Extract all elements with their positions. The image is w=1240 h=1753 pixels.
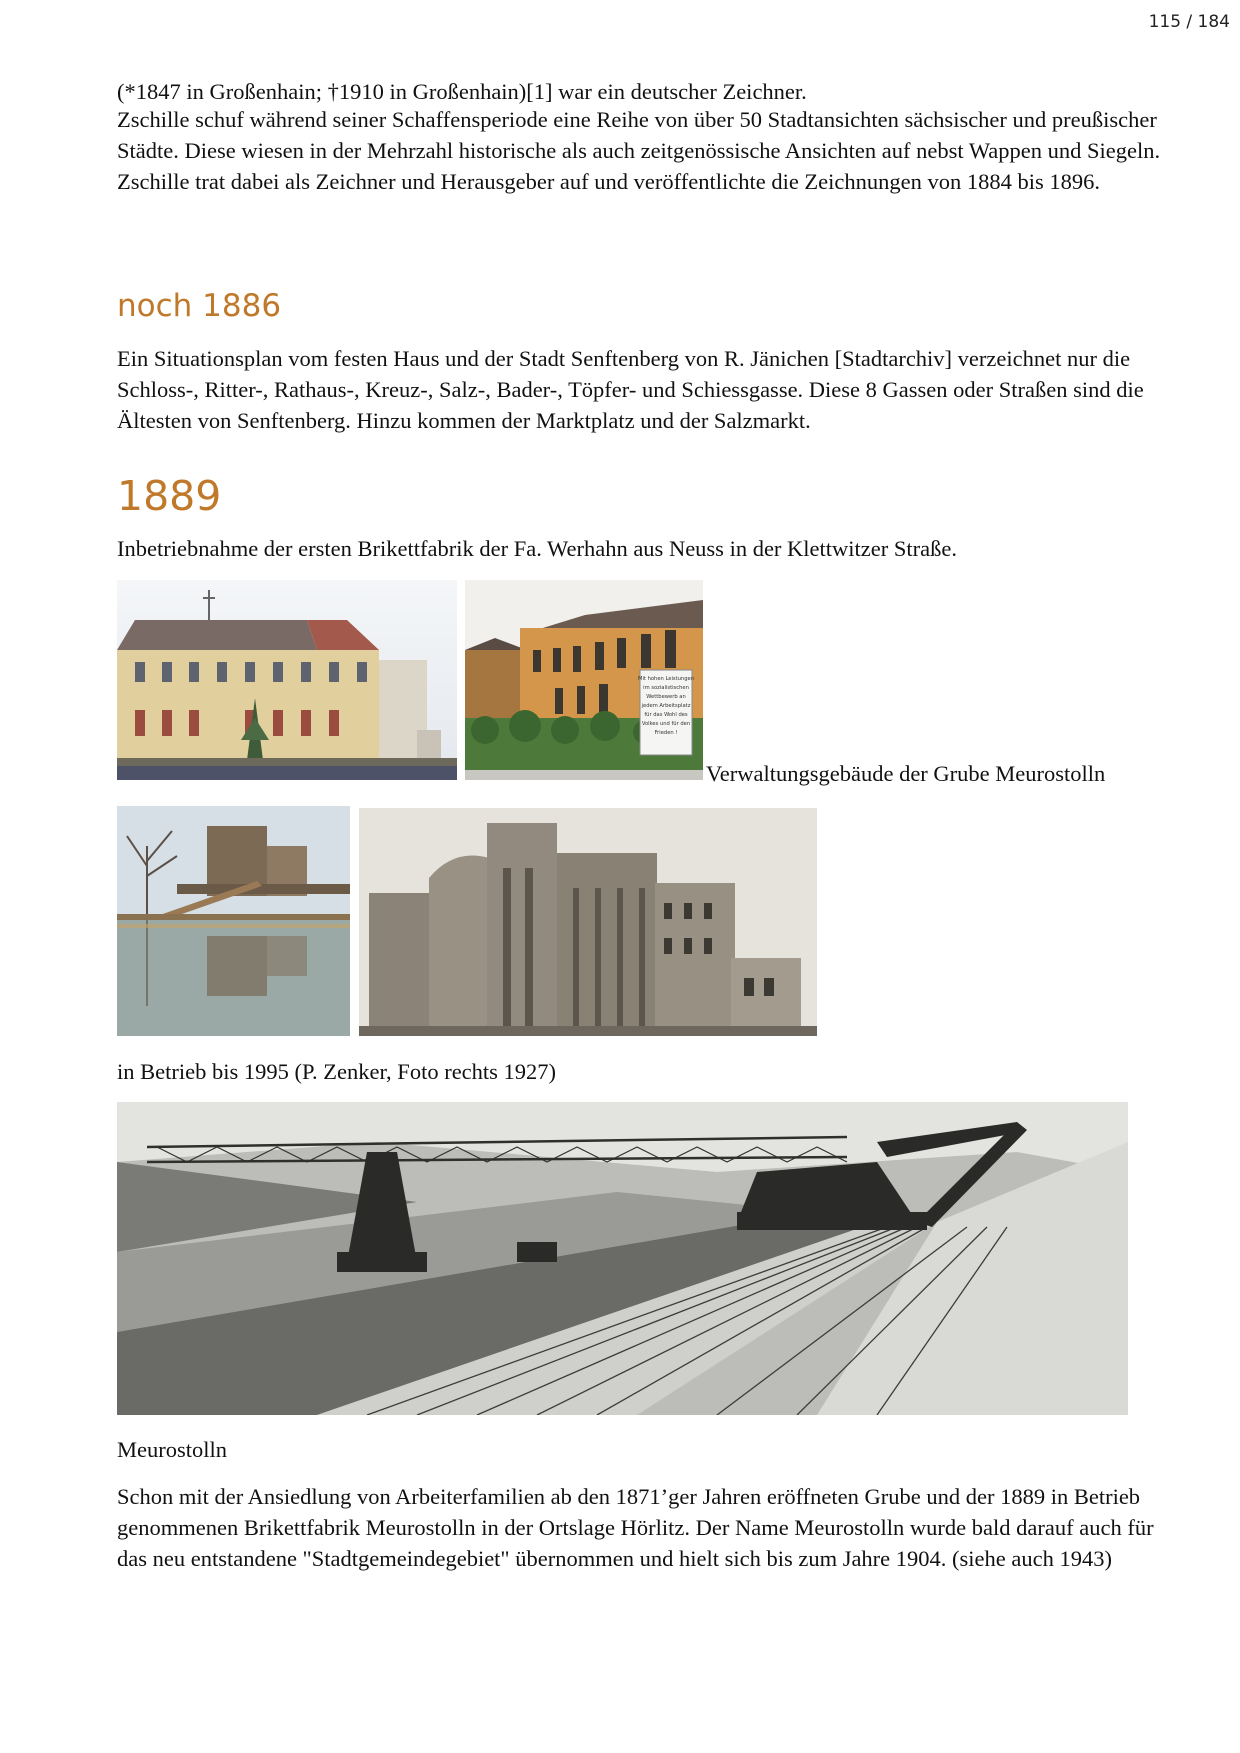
page-number: 115 / 184 bbox=[1148, 12, 1230, 32]
sign-line-3: Wettbewerb an bbox=[646, 694, 686, 700]
section-1886-text: Ein Situationsplan vom festen Haus und der Stadt Senftenberg von R. Jänichen [Stadtarchiv] verzeichnet nur die Schloss-, Ritter-, Rathaus-, Kreuz-, Salz-, Bader-, Töpfer- und Schiessgasse. Diese 8 Gassen oder Straßen sind die Ältesten von Senftenberg. Hinzu kommen der Marktplatz und der Salzmarkt. bbox=[117, 346, 1144, 433]
section-1889-text: Inbetriebnahme der ersten Brikettfabrik der Fa. Werhahn aus Neuss in der Klettwitzer Straße. bbox=[117, 536, 957, 561]
sign-line-4: jedem Arbeitsplatz bbox=[641, 703, 691, 709]
sign-line-1: Mit hohen Leistungen bbox=[638, 676, 694, 682]
administration-building-photo-1 bbox=[117, 580, 457, 780]
sign-line-5: für das Wohl des bbox=[644, 712, 688, 718]
sign-line-6: Volkes und für den bbox=[641, 721, 691, 727]
administration-building-photo-2 bbox=[465, 580, 703, 780]
section-heading-1889: 1889 bbox=[117, 472, 222, 520]
intro-paragraph: Zschille schuf während seiner Schaffensperiode eine Reihe von über 50 Stadtansichten sächsischer und preußischer Städte. Diese wiesen in der Mehrzahl historische als auch zeitgenössische Ansichten auf nebst Wappen und Siegeln. Zschille trat dabei als Zeichner und Herausgeber auf und veröffentlichte die Zeichnungen von 1884 bis 1896. bbox=[117, 107, 1161, 194]
caption-factory: in Betrieb bis 1995 (P. Zenker, Foto rechts 1927) bbox=[117, 1059, 557, 1084]
caption-mine: Meurostolln bbox=[117, 1437, 227, 1462]
briquette-factory-1927-photo bbox=[359, 808, 817, 1036]
closing-paragraph: Schon mit der Ansiedlung von Arbeiterfamilien ab den 1871’ger Jahren eröffneten Grube und der 1889 in Betrieb genommenen Brikettfabrik Meurostolln in der Ortslage Hörlitz. Der Name Meurostolln wurde bald darauf auch für das neu entstandene "Stadtgemeindegebiet" übernommen und hielt sich bis zum Jahre 1904. (siehe auch 1943) bbox=[117, 1484, 1154, 1571]
sign-line-2: im sozialistischen bbox=[643, 685, 689, 691]
section-heading-1886: noch 1886 bbox=[117, 288, 282, 324]
briquette-factory-reflection-photo bbox=[117, 806, 350, 1036]
caption-administration-building: Verwaltungsgebäude der Grube Meurostolln bbox=[706, 761, 1106, 786]
open-pit-mine-photo bbox=[117, 1102, 1128, 1415]
sign-line-7: Frieden ! bbox=[654, 730, 678, 736]
intro-line-1: (*1847 in Großenhain; †1910 in Großenhain)[1] war ein deutscher Zeichner. bbox=[117, 79, 807, 104]
